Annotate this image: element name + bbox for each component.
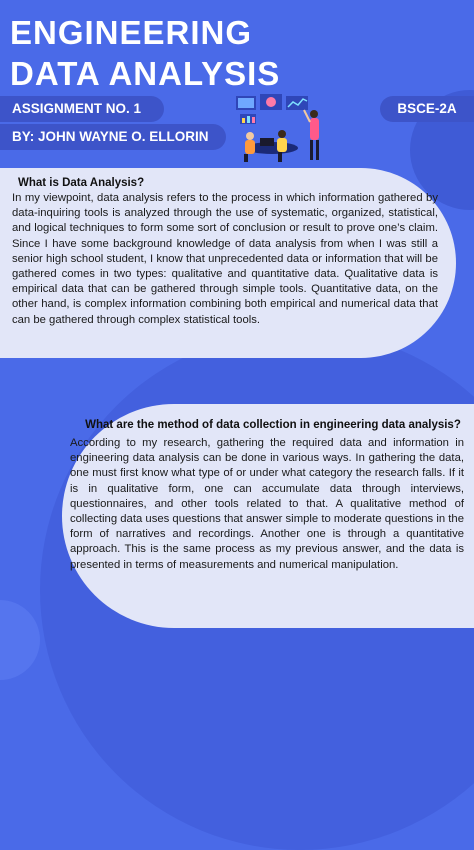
assignment-label: ASSIGNMENT NO. 1 [0, 96, 164, 122]
section-label: BSCE-2A [380, 96, 474, 122]
question-1-heading: What is Data Analysis? [18, 177, 145, 189]
question-2-heading: What are the method of data collection in engineering data analysis? [85, 419, 461, 431]
author-label: BY: JOHN WAYNE O. ELLORIN [0, 124, 226, 150]
answer-2-text: According to my research, gathering the required data and information in engineering data analysis can be done in various ways. In gathering the data, one must first know what type of or under what category the research falls. If it is in qualitative form, one can accumulate data through interviews, questionnaires, and other tools related to that. A qualitative method of collecting data uses questions that answer simple to moderate questions in the form of narratives and recordings. Another one is through a quantitative approach. This is the same process as my previous answer, and the data is presented in terms of measurements and numerical manipulation. [70, 437, 464, 571]
data-collection-methods-card [62, 404, 474, 628]
answer-1-text: In my viewpoint, data analysis refers to the process in which information gathered by data-inquiring tools is analyzed through the use of systematic, organized, statistical, and logical techniques to form some sort of conclusion or result to prove one’s claim. Since I have some background knowledge of data analysis from when I was still a senior high school student, I know that unprecedented data or information that will be gathered comes in two types: qualitative and quantitative data. Qualitative data is empirical data that can be gathered through simple tools. Quantitative data, on the other hand, is complex information combining both empirical and numerical data that can be gathered through complex statistical tools. [12, 192, 438, 326]
data-team-illustration-icon [230, 92, 330, 168]
title-line-1: ENGINEERING [10, 14, 253, 51]
title-line-2: DATA ANALYSIS [10, 55, 281, 92]
what-is-data-analysis-card [0, 168, 456, 358]
background-circle-corner [0, 600, 40, 680]
